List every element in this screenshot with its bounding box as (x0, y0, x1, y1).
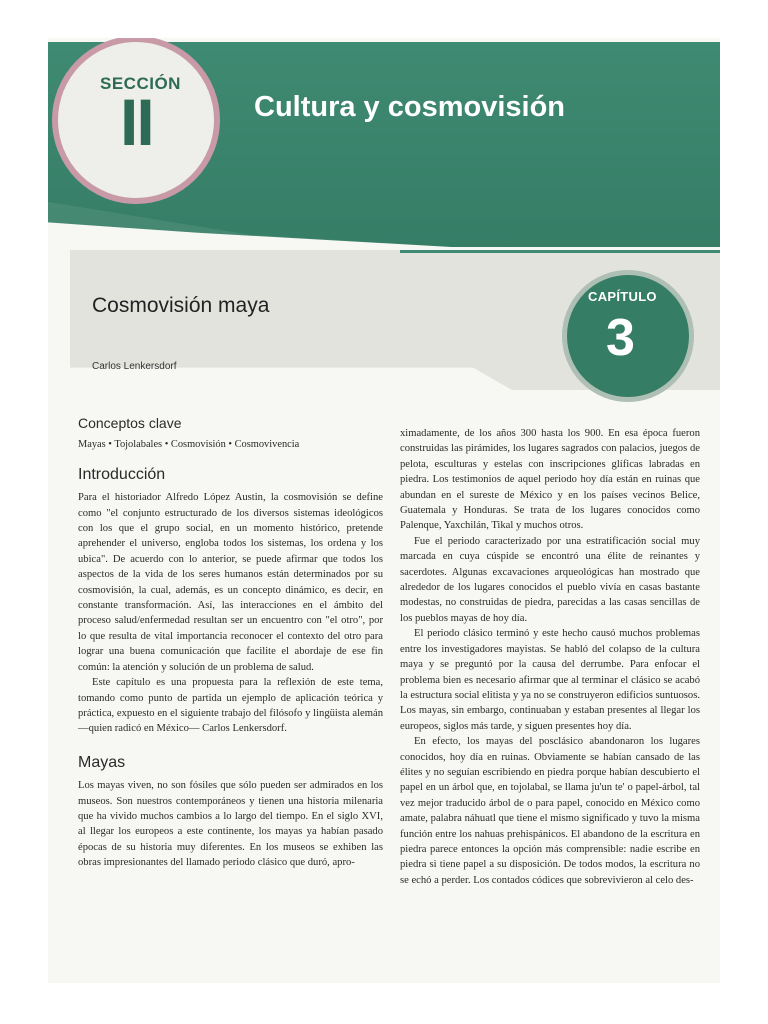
left-column (78, 416, 383, 871)
concepts-heading: Conceptos clave (78, 415, 182, 431)
section-label: SECCIÓN (100, 74, 181, 93)
intro-paragraph-2: Este capítulo es una propuesta para la reflexión de este tema, tomando como punto de partida un ejemplo de aplicación teórica y práctica, expuesto en el siguiente trabajo del filósofo y lingüista alemán —quien radicó en México— Carlos Lenkersdorf. (78, 677, 383, 735)
section-number: II (120, 85, 153, 159)
chapter-title: Cosmovisión maya (92, 294, 270, 317)
mayas-heading: Mayas (78, 753, 126, 771)
right-paragraph-3: El periodo clásico terminó y este hecho causó muchos problemas entre los investigadores mayistas. Se habló del colapso de la cultura maya y se preguntó por la causa del derrumbe. Para enfocar el problema bien es necesario afirmar que al terminar el clásico se acabó la estructura social elitista y ya no se construyeron edificios suntuosos. Los mayas, sin embargo, continuaban y estaban presentes al llegar los europeos, siglos más tarde, y siguen presentes hoy día. (400, 628, 700, 732)
book-page (48, 38, 720, 983)
keywords-list: Mayas • Tojolabales • Cosmovisión • Cosmovivencia (78, 439, 300, 451)
right-column (400, 426, 700, 888)
chapter-accent-line (400, 250, 720, 253)
right-paragraph-2: Fue el periodo caracterizado por una estratificación social muy marcada en cuya cúspide se encontró una élite de reinantes y sacerdotes. Algunas excavaciones arqueológicas han mostrado que alrededor de los lugares conocidos el pueblo vivía en casas bastante modestas, no construidas de piedra, parecidas a las casas sencillas de los pueblos mayas de hoy día. (400, 535, 700, 624)
mayas-paragraph-1: Los mayas viven, no son fósiles que sólo pueden ser admirados en los museos. Son nuestros contemporáneos y tienen una historia milenaria que ha vivido muchos cambios a lo largo del tiempo. En el siglo XVI, al llegar los europeos a este continente, los mayas ya habían pasado épocas de su historia muy diferentes. En los museos se exhiben las obras impresionantes del llamado periodo clásico que duró, apro- (78, 780, 383, 869)
intro-paragraph-1: Para el historiador Alfredo López Austin, la cosmovisión se define como "el conjunto estructurado de los diversos sistemas ideológicos con los que el grupo social, en un momento histórico, pretende aprehender el universo, engloba todos los sistemas, los ordena y los ubica". De acuerdo con lo anterior, se puede afirmar que todos los aspectos de la vida de los seres humanos están determinados por su cosmovisión, la cual, además, es un concepto dinámico, es decir, en constante transformación. Así, las interacciones en el ámbito del proceso salud/enfermedad resultan ser un encuentro con "el otro", por lo que resulta de vital importancia reconocer el contexto del otro para lograr una buena comunicación que facilite el abordaje de ese fin común: la atención y solución de un problema de salud. (78, 492, 383, 673)
chapter-author: Carlos Lenkersdorf (92, 361, 177, 372)
chapter-number: 3 (606, 309, 635, 367)
right-paragraph-1: ximadamente, de los años 300 hasta los 900. En esa época fueron construidas las pirámides, los lugares sagrados con palacios, juegos de pelota, esculturas y estelas con inscripciones glíficas labradas en piedra. Los testimonios de aquel periodo hoy día están en ruinas que abundan en el sureste de México y en los países vecinos Belice, Guatemala y Honduras. Se trata de los lugares conocidos como Palenque, Yaxchilán, Tikal y muchos otros. (400, 428, 700, 532)
intro-heading: Introducción (78, 465, 166, 483)
chapter-label: CAPÍTULO (588, 289, 657, 304)
section-title: Cultura y cosmovisión (254, 91, 566, 123)
right-paragraph-4: En efecto, los mayas del posclásico abandonaron los lugares conocidos, hoy día en ruinas. Obviamente se habían cansado de las élites y no seguían escribiendo en piedra porque habían descubierto el papel en un árbol que, en tojolabal, se llama ju'un te' o papel-árbol, tal vez mejor traducido árbol de o para papel, conocido en México como amate, palabra náhuatl que tiene el mismo significado y tuvo la misma función entre los nahuas prehispánicos. El abandono de la escritura en piedra parece entonces la opción más comprensible: nadie escribe en piedra si tiene papel a su disposición. De todos modos, la escritura no se echó a perder. Los contados códices que sobrevivieron al celo des- (400, 736, 700, 886)
